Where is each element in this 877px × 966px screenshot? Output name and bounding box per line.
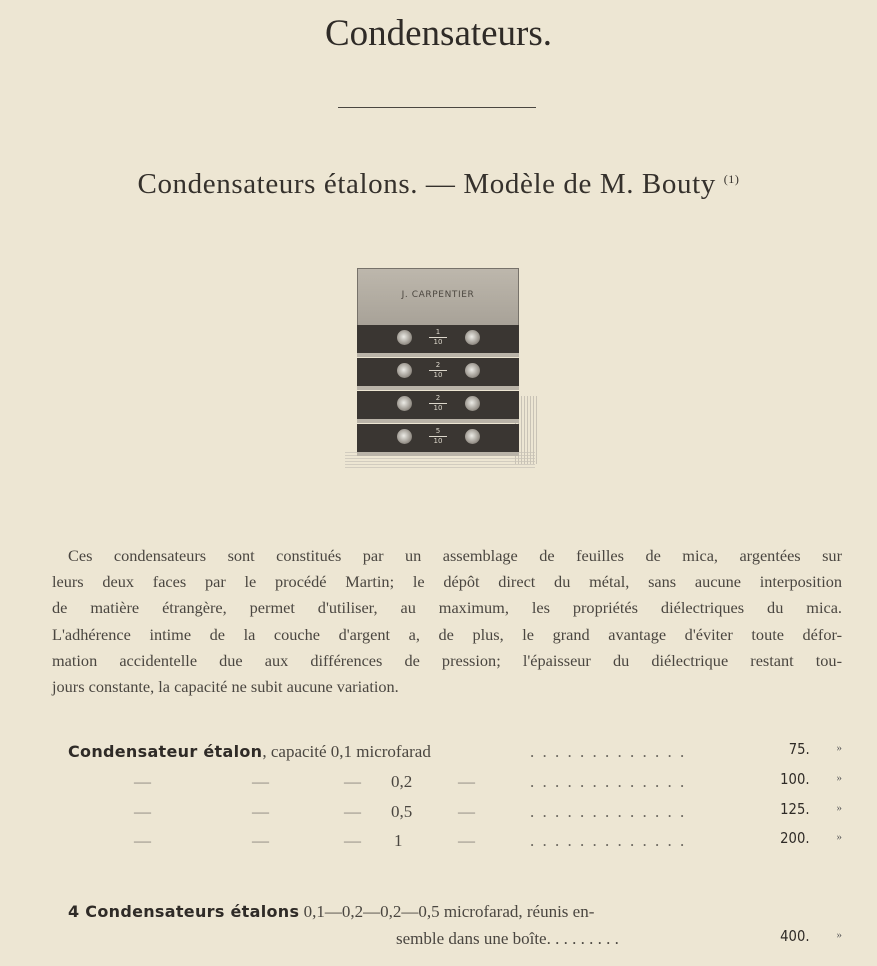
item-name: 4 Condensateurs étalons [68,902,300,921]
fraction-numerator: 1 [429,328,447,338]
ditto-mark: — [252,802,269,821]
fraction-denominator: 10 [433,371,443,379]
footnote-mark: (1) [723,172,740,186]
price-suffix: » [836,929,842,941]
price-row-set [68,902,848,928]
drawer-capacity-label [429,394,447,413]
condenser-drawer [357,424,519,456]
leader-dots: . . . . . . . . . . . . . [530,802,687,821]
ditto-mark: — [458,802,475,821]
item-price: 200. [780,829,810,847]
leader-dots: . . . . . . . . . . . . . [530,772,687,791]
condenser-drawer [357,358,519,390]
condenser-drawer [357,391,519,423]
price-suffix: » [836,742,842,754]
ditto-mark: — [252,772,269,791]
paragraph-line: jours constante, la capacité ne subit aucune variation. [52,676,399,696]
terminal-knob-icon [397,429,412,444]
paragraph-line: leurs deux faces par le procédé Martin; le dépôt direct du métal, sans aucune interposition [52,572,842,592]
fraction-numerator: 2 [429,394,447,404]
terminal-knob-icon [397,363,412,378]
capacity-value: 0,5 [391,802,413,821]
terminal-knob-icon [465,363,480,378]
fraction-denominator: 10 [433,437,443,445]
condenser-lid [357,268,519,326]
item-description: , capacité 0,1 microfarad [262,742,431,761]
condenser-drawer [357,325,519,357]
item-price: 75. [789,740,810,758]
price-row [68,831,848,857]
price-row [68,802,848,828]
ditto-mark: — [134,772,151,791]
condenser-illustration [345,266,540,471]
price-suffix: » [836,802,842,814]
drawer-capacity-label [429,328,447,347]
item-description: 0,1—0,2—0,2—0,5 microfarad, réunis en- [299,902,595,921]
fraction-numerator: 5 [429,427,447,437]
terminal-knob-icon [465,429,480,444]
section-heading [0,168,877,201]
price-row [68,742,848,768]
price-suffix: » [836,831,842,843]
terminal-knob-icon [465,330,480,345]
terminal-knob-icon [465,396,480,411]
description-paragraph [52,543,842,700]
ditto-mark: — [344,802,361,821]
paragraph-line: L'adhérence intime de la couche d'argent a, de plus, le grand avantage d'éviter toute défor- [52,624,842,644]
section-heading-text: Condensateurs étalons. — Modèle de M. Bouty [137,168,716,200]
title-divider [338,107,536,108]
ditto-mark: — [458,772,475,791]
price-row-set-continued [68,929,848,955]
maker-label: J. CARPENTIER [401,290,475,300]
fraction-numerator: 2 [429,361,447,371]
ditto-mark: — [344,772,361,791]
drawer-capacity-label [429,361,447,380]
paragraph-line: mation accidentelle due aux différences de pression; l'épaisseur du diélectrique restant tou- [52,650,842,670]
ditto-mark: — [134,831,151,850]
item-price: 125. [780,800,810,818]
price-row [68,772,848,798]
terminal-knob-icon [397,396,412,411]
page-title: Condensateurs. [324,13,553,54]
item-description-continued: semble dans une boîte. . . . . . . . . [396,929,619,948]
fraction-denominator: 10 [433,404,443,412]
ditto-mark: — [344,831,361,850]
terminal-knob-icon [397,330,412,345]
item-price: 100. [780,770,810,788]
ditto-mark: — [252,831,269,850]
item-name: Condensateur étalon [68,742,263,761]
capacity-value: 0,2 [391,772,413,791]
leader-dots: . . . . . . . . . . . . . [530,742,687,761]
ditto-mark: — [458,831,475,850]
fraction-denominator: 10 [433,338,443,346]
drawer-capacity-label [429,427,447,446]
item-price: 400. [780,927,810,945]
paragraph-line: Ces condensateurs sont constitués par un assemblage de feuilles de mica, argentées sur [68,546,842,565]
paragraph-line: de matière étrangère, permet d'utiliser, au maximum, les propriétés diélectriques du mica. [52,598,842,618]
price-suffix: » [836,772,842,784]
leader-dots: . . . . . . . . . . . . . [530,831,687,850]
capacity-value: 1 [394,831,403,850]
ditto-mark: — [134,802,151,821]
